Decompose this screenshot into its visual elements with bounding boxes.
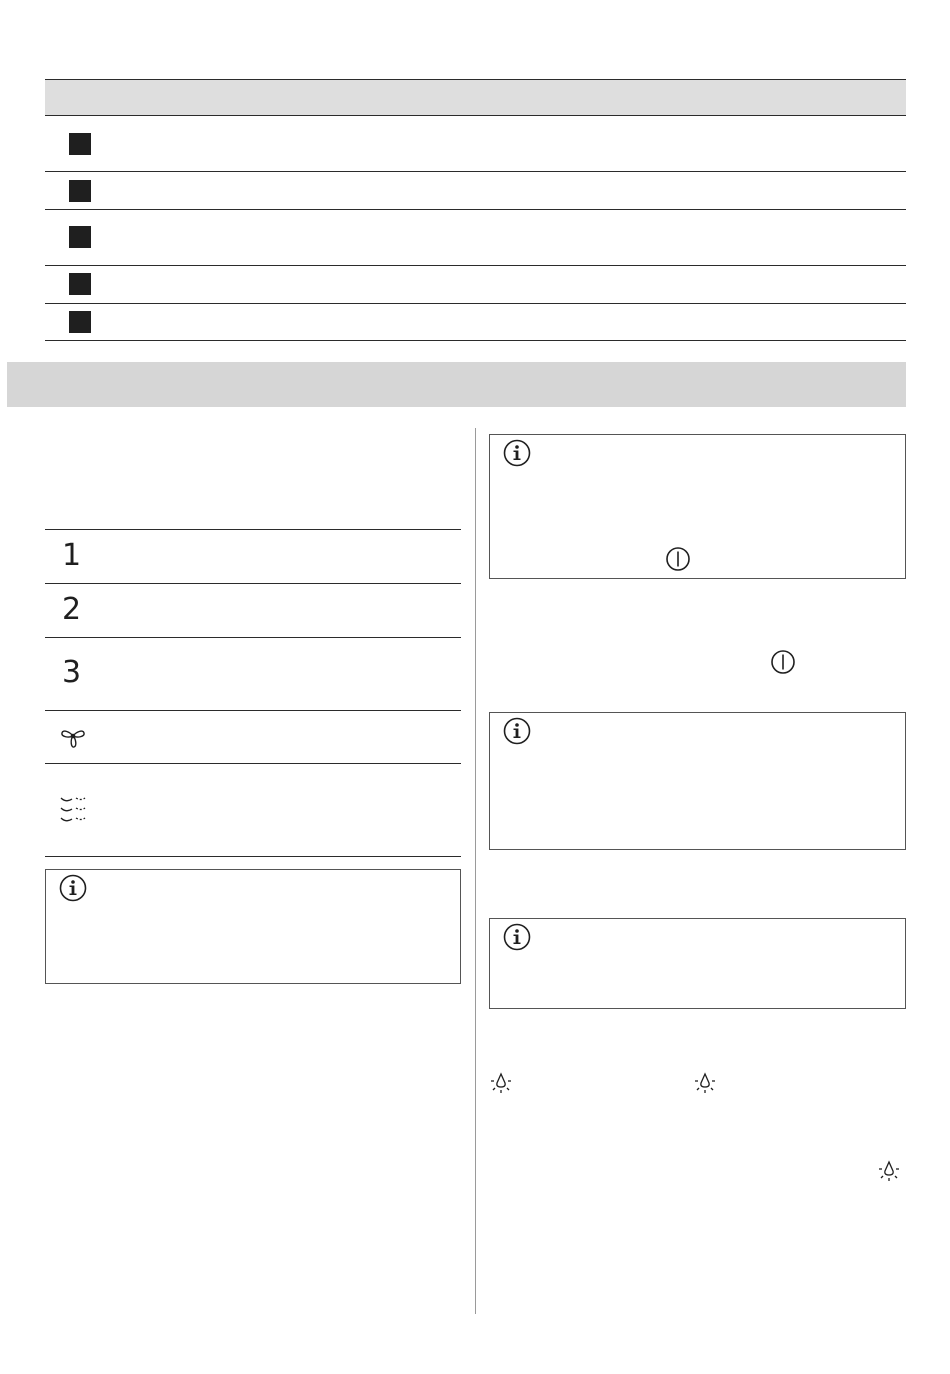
table-row-marker <box>69 180 91 202</box>
power-icon <box>665 546 691 572</box>
row-label-1: 1 <box>62 538 82 573</box>
column-divider <box>475 428 476 1314</box>
info-box <box>45 869 461 984</box>
table-row-divider <box>45 710 461 711</box>
table-row-marker <box>69 226 91 248</box>
air-flow-icon <box>58 794 88 824</box>
info-box <box>489 712 906 850</box>
light-bulb-icon <box>876 1158 902 1184</box>
table-row-divider <box>45 583 461 584</box>
light-bulb-icon <box>692 1070 718 1096</box>
table-row-divider <box>45 265 906 266</box>
power-icon <box>770 649 796 675</box>
section-heading-band <box>7 362 906 407</box>
info-icon <box>503 717 531 745</box>
row-label-2: 2 <box>62 592 82 627</box>
top-table-header-rule <box>45 115 906 116</box>
info-box <box>489 434 906 579</box>
table-row-divider <box>45 763 461 764</box>
top-table-bottom-rule <box>45 340 906 341</box>
table-row-divider <box>45 209 906 210</box>
info-icon <box>503 923 531 951</box>
table-row-marker <box>69 273 91 295</box>
left-table-top-rule <box>45 529 461 530</box>
info-icon <box>503 439 531 467</box>
table-row-marker <box>69 133 91 155</box>
info-box <box>489 918 906 1009</box>
light-bulb-icon <box>488 1070 514 1096</box>
table-row-divider <box>45 171 906 172</box>
table-row-marker <box>69 311 91 333</box>
info-icon <box>59 874 87 902</box>
fan-icon <box>58 723 88 751</box>
left-table-bottom-rule <box>45 856 461 857</box>
row-label-3: 3 <box>62 655 82 690</box>
top-table-header <box>45 80 906 115</box>
table-row-divider <box>45 637 461 638</box>
table-row-divider <box>45 303 906 304</box>
